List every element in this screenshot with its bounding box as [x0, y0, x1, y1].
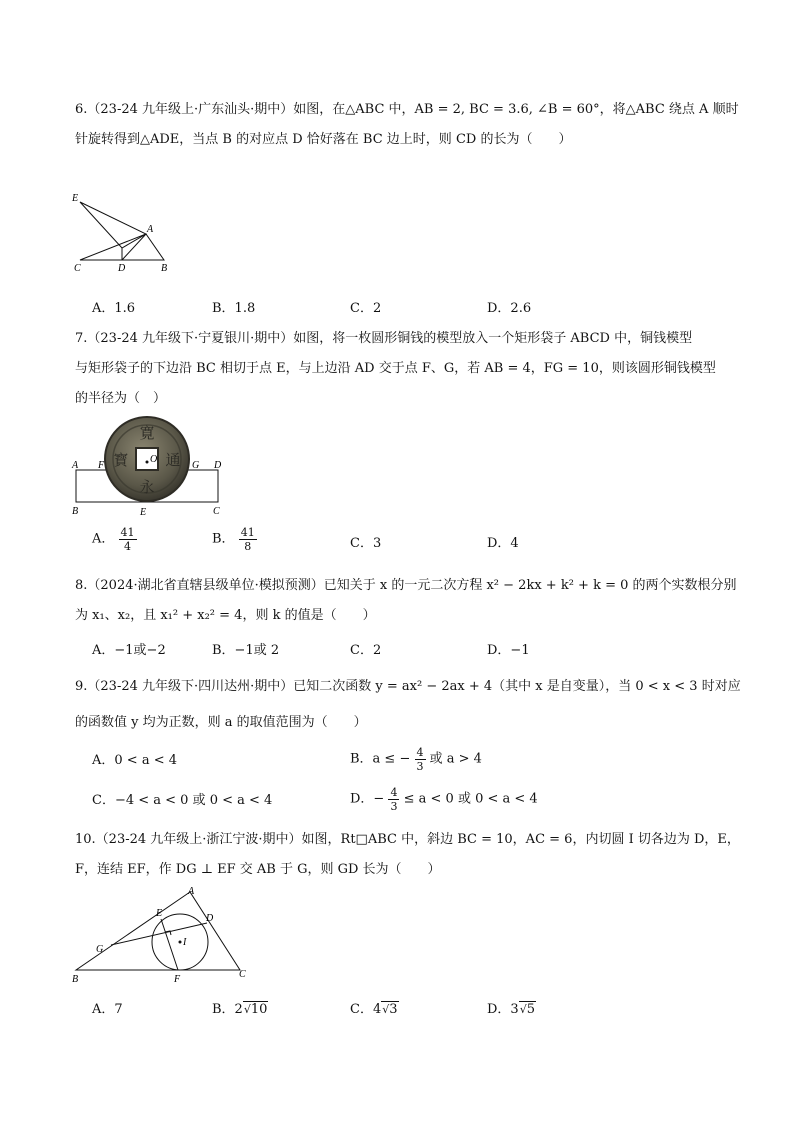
sqrt-sign: √5	[519, 1002, 535, 1017]
coin-image	[105, 417, 189, 501]
q7-label-d: D	[214, 460, 222, 471]
q9-option-d[interactable]: D．− $\frac{4}{3}$ ≤ a < 0 或 0 < a < 4	[350, 786, 538, 813]
sqrt-sign: √10	[243, 1002, 268, 1017]
q7-text-line1: 7.（23-24 九年级下·宁夏银川·期中）如图，将一枚圆形铜钱的模型放入一个矩形袋子 ABCD 中，铜钱模型	[75, 331, 693, 346]
q10-label-g: G	[96, 944, 104, 955]
q8-option-c[interactable]: C．2	[350, 643, 382, 658]
q7-label-a: A	[72, 460, 79, 471]
q7-label-o: O	[150, 454, 158, 465]
q6-option-a[interactable]: A．1.6	[92, 301, 136, 316]
q10-label-i: I	[183, 937, 187, 948]
q8-option-b[interactable]: B．−1或 2	[212, 643, 280, 658]
q9-text-line1: 9.（23-24 九年级下·四川达州·期中）已知二次函数 y = ax² − 2ax + 4（其中 x 是自变量），当 0 < x < 3 时对应	[75, 679, 741, 694]
q7-figure	[68, 416, 233, 518]
q7-option-b[interactable]: B． $\frac{41}{8}$	[212, 526, 255, 553]
coin-char-top: 寛	[139, 424, 155, 442]
q7-option-d[interactable]: D．4	[487, 536, 519, 551]
q6-label-e: E	[72, 193, 79, 204]
q6-label-b: B	[161, 263, 168, 274]
q7-option-a[interactable]: A． $\frac{41}{4}$	[92, 526, 135, 553]
coin-char-left: 寳	[113, 451, 129, 469]
q9-text-line2: 的函数值 y 均为正数，则 a 的取值范围为（ ）	[75, 715, 367, 730]
q8-text-line2: 为 x₁、x₂，且 x₁² + x₂² = 4，则 k 的值是（ ）	[75, 608, 376, 623]
q10-label-c: C	[239, 969, 246, 980]
q10-option-b[interactable]: B．2√10	[212, 1002, 268, 1017]
q10-label-a: A	[188, 886, 195, 897]
q6-option-b[interactable]: B．1.8	[212, 301, 256, 316]
q7-text-line3: 的半径为（ ）	[75, 391, 167, 406]
coin-char-right: 通	[165, 451, 181, 469]
q7-label-e: E	[140, 507, 147, 518]
q6-label-c: C	[74, 263, 81, 274]
q8-option-d[interactable]: D．−1	[487, 643, 530, 658]
q6-label-d: D	[118, 263, 126, 274]
q6-option-d[interactable]: D．2.6	[487, 301, 532, 316]
q10-figure	[66, 886, 256, 986]
q8-text-line1: 8.（2024·湖北省直辖县级单位·模拟预测）已知关于 x 的一元二次方程 x² − 2kx + k² + k = 0 的两个实数根分别	[75, 578, 737, 593]
q10-label-d: D	[206, 913, 214, 924]
q6-text-line1: 6.（23-24 九年级上·广东汕头·期中）如图，在△ABC 中，AB = 2, BC = 3.6, ∠B = 60°，将△ABC 绕点 A 顺时	[75, 102, 739, 117]
q10-label-f: F	[174, 974, 181, 985]
q7-label-b: B	[72, 506, 79, 517]
q6-option-c[interactable]: C．2	[350, 301, 382, 316]
q10-label-b: B	[72, 974, 79, 985]
q9-option-a[interactable]: A．0 < a < 4	[92, 753, 177, 768]
q7-label-g: G	[192, 460, 200, 471]
q10-option-d[interactable]: D．3√5	[487, 1002, 535, 1017]
q10-text-line2: F，连结 EF，作 DG ⊥ EF 交 AB 于 G，则 GD 长为（ ）	[75, 862, 441, 877]
q8-option-a[interactable]: A．−1或−2	[92, 643, 166, 658]
q7-label-c: C	[213, 506, 220, 517]
q7-text-line2: 与矩形袋子的下边沿 BC 相切于点 E，与上边沿 AD 交于点 F、G，若 AB = 4，FG = 10，则该圆形铜钱模型	[75, 361, 716, 376]
q10-label-e: E	[156, 908, 163, 919]
q6-label-a: A	[147, 224, 154, 235]
q10-text-line1: 10.（23-24 九年级上·浙江宁波·期中）如图，Rt□ABC 中，斜边 BC = 10，AC = 6，内切圆 I 切各边为 D，E，	[75, 832, 740, 847]
sqrt-sign: √3	[382, 1002, 398, 1017]
q7-label-f: F	[98, 460, 105, 471]
q7-option-c[interactable]: C．3	[350, 536, 382, 551]
q9-option-b[interactable]: B．a ≤ − $\frac{4}{3}$ 或 a > 4	[350, 746, 482, 773]
coin-char-bottom: 永	[139, 478, 155, 496]
q6-figure	[66, 190, 176, 290]
q10-option-a[interactable]: A．7	[92, 1002, 123, 1017]
q6-text-line2: 针旋转得到△ADE，当点 B 的对应点 D 恰好落在 BC 边上时，则 CD 的长为（ ）	[75, 132, 572, 147]
q10-option-c[interactable]: C．4√3	[350, 1002, 398, 1017]
q9-option-c[interactable]: C．−4 < a < 0 或 0 < a < 4	[92, 793, 273, 808]
